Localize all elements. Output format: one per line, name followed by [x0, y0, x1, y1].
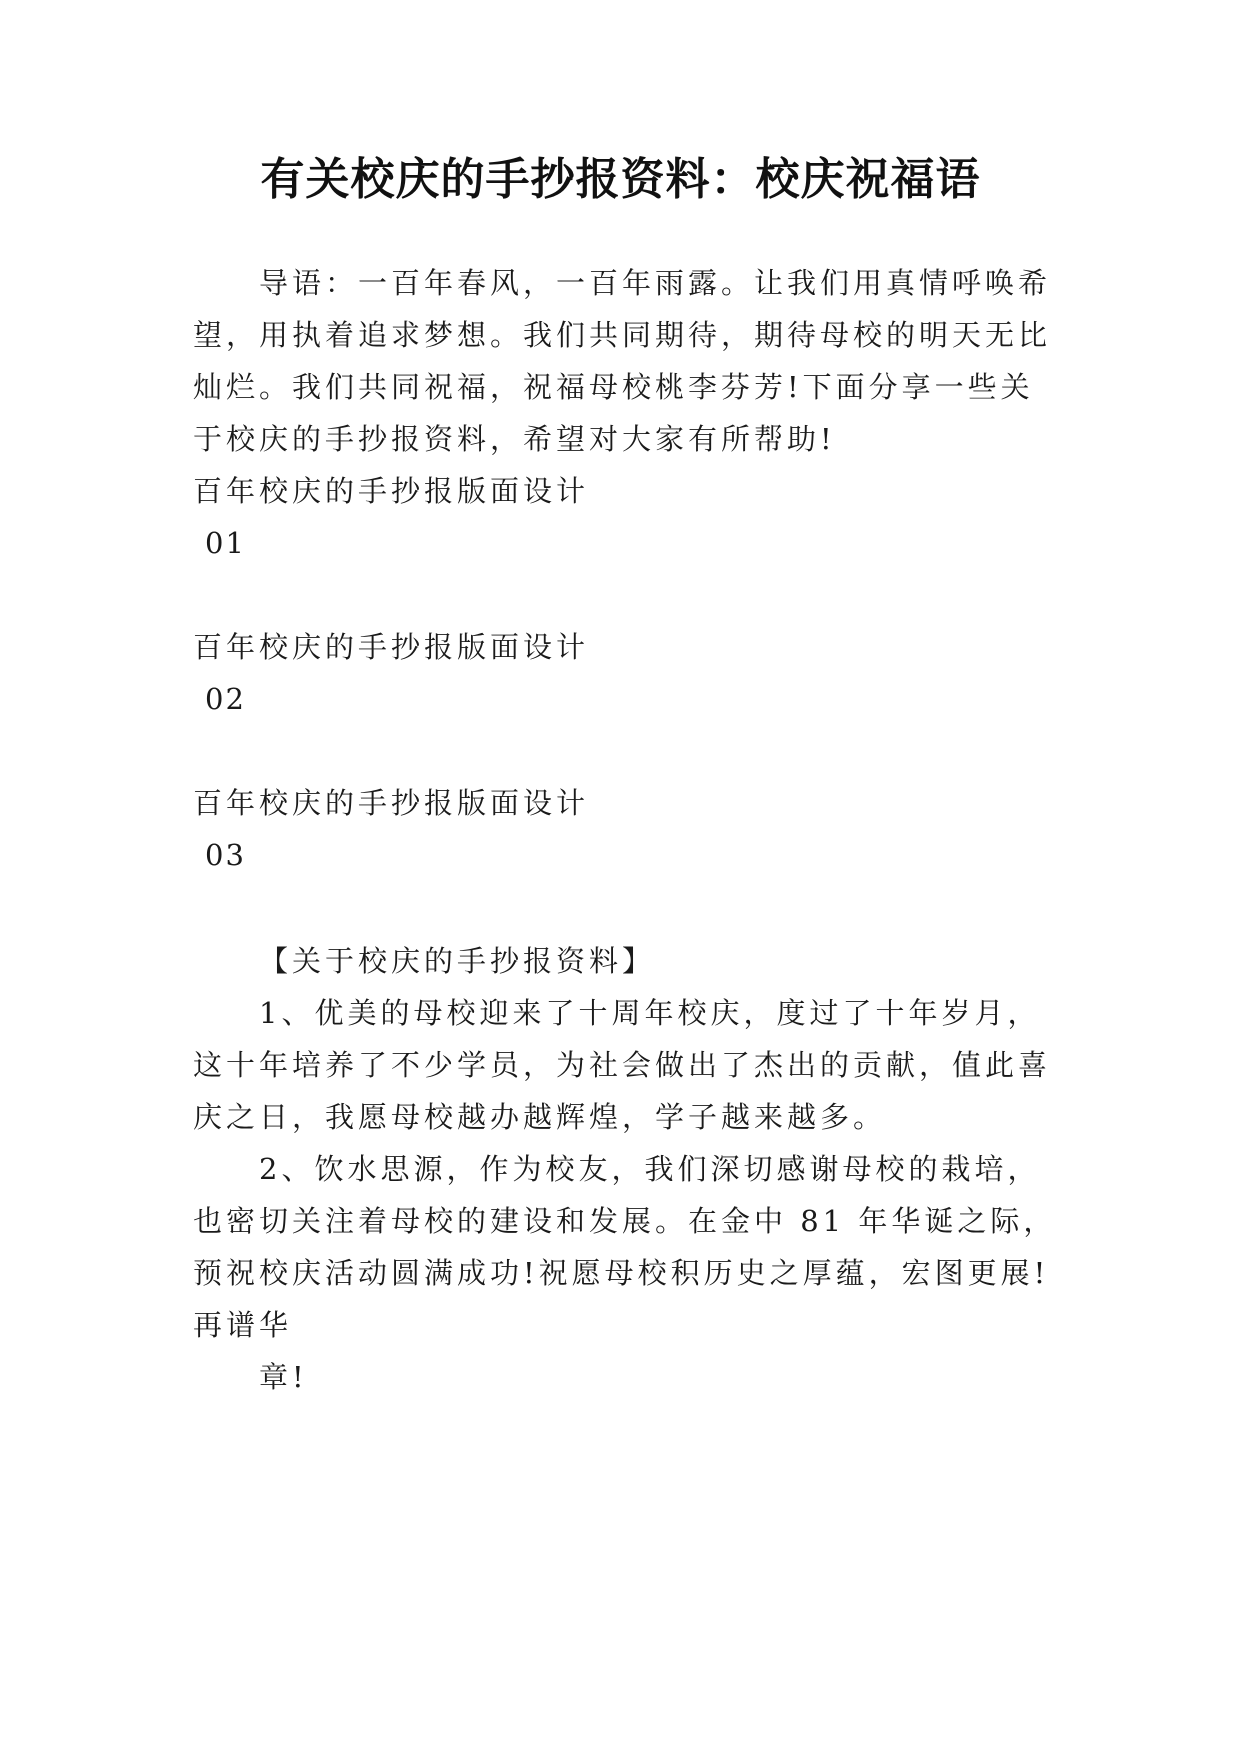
- intro-line-1: 导语：一百年春风，一百年雨露。让我们用真情呼唤希: [259, 266, 1052, 300]
- section-heading: 【关于校庆的手抄报资料】: [259, 944, 656, 978]
- item2-line-5: 章!: [259, 1360, 308, 1394]
- design-number-2: 02: [205, 682, 246, 716]
- item2-line-3: 预祝校庆活动圆满成功!祝愿母校积历史之厚蕴，宏图更展!: [193, 1256, 1050, 1290]
- item2-line-4: 再谱华: [193, 1308, 293, 1342]
- design-number-3: 03: [205, 838, 246, 872]
- design-label-2: 百年校庆的手抄报版面设计: [193, 630, 590, 664]
- item2-line-1: 2、饮水思源，作为校友，我们深切感谢母校的栽培，: [259, 1152, 1041, 1186]
- item1-line-2: 这十年培养了不少学员，为社会做出了杰出的贡献，值此喜: [193, 1048, 1052, 1082]
- intro-line-4: 于校庆的手抄报资料，希望对大家有所帮助!: [193, 422, 836, 456]
- item1-line-1: 1、优美的母校迎来了十周年校庆，度过了十年岁月，: [259, 996, 1041, 1030]
- intro-line-2: 望，用执着追求梦想。我们共同期待，期待母校的明天无比: [193, 318, 1052, 352]
- design-number-1: 01: [205, 526, 246, 560]
- item2-line-2: 也密切关注着母校的建设和发展。在金中 81 年华诞之际，: [193, 1204, 1057, 1238]
- document-title: 有关校庆的手抄报资料：校庆祝福语: [260, 154, 981, 205]
- design-label-1: 百年校庆的手抄报版面设计: [193, 474, 590, 508]
- design-label-3: 百年校庆的手抄报版面设计: [193, 786, 590, 820]
- intro-line-3: 灿烂。我们共同祝福，祝福母校桃李芬芳!下面分享一些关: [193, 370, 1034, 404]
- item1-line-3: 庆之日，我愿母校越办越辉煌，学子越来越多。: [193, 1100, 887, 1134]
